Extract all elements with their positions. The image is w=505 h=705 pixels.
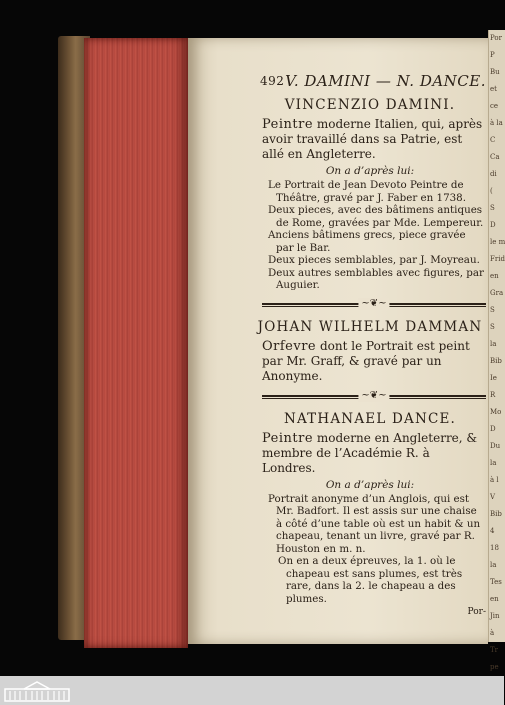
facing-page-fragment: à (490, 629, 495, 637)
catchword: Por- (467, 607, 486, 617)
facing-page-fragment: la (490, 459, 497, 467)
facing-page-fragment: ce (490, 102, 499, 110)
facing-page-fragment: Por (490, 34, 502, 42)
facing-page-fragment: Ca (490, 153, 500, 161)
page-edges (84, 38, 188, 648)
facing-page-fragment: Bib (490, 357, 502, 365)
facing-page-fragment: Bu (490, 68, 500, 76)
facing-page-fragment: ( (490, 187, 493, 195)
after-label: On a d’après lui: (325, 478, 415, 491)
facing-page-fragment: Tes (490, 578, 502, 586)
facing-page-fragment: à la (490, 119, 503, 127)
facing-page-fragment: en (490, 595, 499, 603)
facing-page-fragment: Frid (490, 255, 505, 263)
facing-page-fragment: Gra (490, 289, 504, 297)
print-entry: Le Portrait de Jean Devoto Peintre de Théâtre, gravé par J. Faber en 1738. (268, 179, 467, 204)
rule-ornament-icon: ~❦~ (358, 390, 389, 402)
viewer-footer (0, 676, 504, 705)
ornamental-rule (262, 298, 486, 312)
page-text (254, 72, 486, 617)
facing-page-fragment: pe (490, 663, 499, 671)
artist-heading: JOHAN WILHELM DAMMAN (257, 318, 483, 335)
print-entry: Deux pieces semblables, par J. Moyreau. (268, 254, 480, 266)
facing-page-fragment: P (490, 51, 495, 59)
facing-page-fragment: C (490, 136, 496, 144)
facing-page-fragment: la (490, 340, 497, 348)
facing-page-fragment: S (490, 204, 495, 212)
facing-page-fragment: la (490, 561, 497, 569)
artist-heading: NATHANAEL DANCE. (283, 410, 457, 427)
facing-page-fragment: Mo (490, 408, 502, 416)
print-entry: Portrait anonyme d’un Anglois, qui est Mr. Badfort. Il est assis sur une chaise à côté d’une table où est un habit & un chapeau, tenant un livre, gravé par R. Houston en m. n. (268, 492, 481, 555)
page-number: 492 (260, 74, 285, 88)
facing-page-fragment: à l (490, 476, 499, 484)
facing-page-fragment: 4 (490, 527, 495, 535)
after-label: On a d’après lui: (325, 165, 415, 177)
print-entry: Deux pieces, avec des bâtimens antiques de Rome, gravées par Mde. Lempereur. (268, 204, 484, 229)
running-title: V. DAMINI — N. DANCE. (285, 72, 486, 90)
facing-page-fragment: R (490, 391, 496, 399)
rule-ornament-icon: ~❦~ (358, 298, 389, 310)
facing-page-fragment: S (490, 306, 495, 314)
facing-page-fragment: le m (490, 238, 505, 246)
facing-page-fragment: Tr (490, 646, 499, 654)
facing-page-fragment: V (490, 493, 496, 501)
print-entry: Deux autres semblables avec figures, par Auguier. (268, 266, 484, 291)
facing-page-strip (488, 30, 505, 671)
print-note: On en a deux épreuves, la 1. où le chapeau est sans plumes, est très rare, dans la 2. le chapeau a des plumes. (278, 555, 463, 605)
facing-page-fragment: Bib (490, 510, 502, 518)
library-building-icon (4, 680, 70, 702)
facing-page-fragment: Jin (490, 612, 500, 620)
facing-page-fragment: D (490, 425, 496, 433)
facing-page-fragment: di (490, 170, 497, 178)
facing-page-fragment: et (490, 85, 497, 93)
facing-page-fragment: 18 (490, 544, 499, 552)
running-head (254, 72, 486, 90)
print-entry: Anciens bâtimens grecs, piece gravée par le Bar. (268, 229, 466, 254)
facing-page-fragment: D (490, 221, 496, 229)
ornamental-rule (262, 390, 486, 404)
artist-heading: VINCENZIO DAMINI. (284, 97, 456, 113)
facing-page-fragment: Ie (490, 374, 497, 382)
artist-description: Peintre moderne Italien, qui, après avoir travaillé dans sa Patrie, est allé en Angleterre. (262, 117, 483, 161)
facing-page-fragment: S (490, 323, 495, 331)
facing-page-fragment: en (490, 272, 499, 280)
artist-description: Peintre moderne en Angleterre, & membre de l’Académie R. à Londres. (262, 430, 478, 475)
artist-description: Orfevre dont le Portrait est peint par Mr. Graff, & gravé par un Anonyme. (262, 338, 470, 383)
facing-page-fragment: Du (490, 442, 501, 450)
